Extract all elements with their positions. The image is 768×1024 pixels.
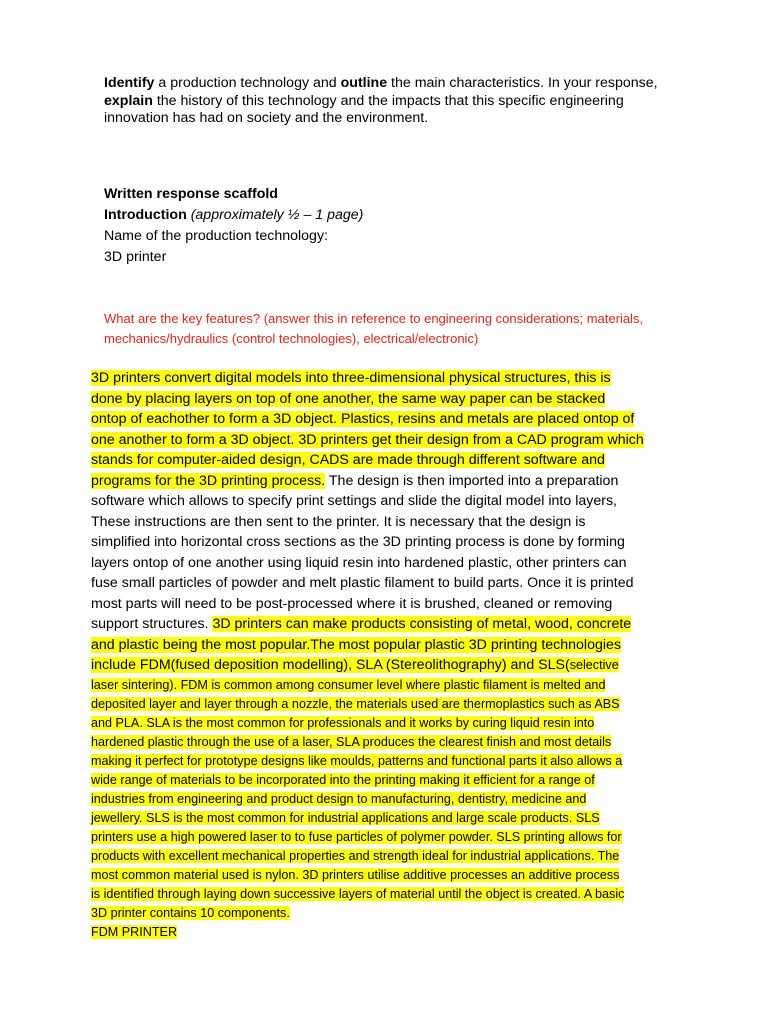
body-line: jewellery. SLS is the most common for industrial applications and large scale products. SLS	[91, 810, 600, 825]
response-body	[91, 368, 691, 942]
body-line: printers use a high powered laser to to fuse particles of polymer powder. SLS printing allows for	[91, 829, 622, 844]
body-line: done by placing layers on top of one another, the same way paper can be stacked	[91, 390, 606, 407]
scaffold-heading: Written response scaffold	[104, 186, 278, 202]
body-line: laser sintering). FDM is common among consumer level where plastic filament is melted and	[91, 677, 606, 692]
key-features-question: What are the key features? (answer this in reference to engineering considerations; materials, mechanics/hydraulics (control technologies), electrical/electronic)	[104, 311, 644, 346]
prompt-keyword-outline: outline	[340, 75, 388, 91]
body-line: selective	[569, 658, 619, 672]
body-line: The design is then imported into a preparation	[325, 472, 619, 489]
body-line: deposited layer and layer through a nozzle, the materials used are thermoplastics such as ABS	[91, 696, 620, 711]
prompt-text: a production technology and	[154, 75, 341, 91]
fdm-printer-heading: FDM PRINTER	[91, 924, 178, 939]
body-line: 3D printers can make products consisting of metal, wood, concrete	[212, 616, 632, 632]
body-line: products with excellent mechanical properties and strength ideal for industrial applications. The	[91, 848, 620, 863]
body-line: fuse small particles of powder and melt plastic filament to build parts. Once it is printed	[91, 575, 634, 591]
body-line: and PLA. SLA is the most common for professionals and it works by curing liquid resin into	[91, 715, 595, 730]
body-line: stands for computer-aided design, CADS are made through different software and	[91, 452, 605, 468]
task-prompt	[104, 75, 664, 128]
body-line: programs for the 3D printing process.	[91, 472, 326, 489]
body-line: one another to form a 3D object. 3D printers get their design from a CAD program which	[91, 431, 644, 448]
body-line: software which allows to specify print settings and slide the digital model into layers,	[91, 493, 617, 509]
body-line: most common material used is nylon. 3D printers utilise additive processes an additive process	[91, 867, 620, 882]
body-line: hardened plastic through the use of a laser, SLA produces the clearest finish and most details	[91, 734, 612, 749]
body-line: wide range of materials to be incorporated into the printing making it efficient for a range of	[91, 772, 595, 787]
body-line: is identified through laying down successive layers of material until the object is created. A basic	[91, 886, 625, 901]
body-line: 3D printers convert digital models into three-dimensional physical structures, this is	[91, 370, 611, 386]
body-line: and plastic being the most popular.The most popular plastic 3D printing technologies	[91, 636, 621, 653]
scaffold-section	[104, 184, 664, 268]
body-line: most parts will need to be post-processed where it is brushed, cleaned or removing	[91, 595, 613, 612]
body-line: include FDM(fused deposition modelling), SLA (Stereolithography) and SLS(	[91, 657, 570, 673]
body-line: ontop of eachother to form a 3D object. Plastics, resins and metals are placed ontop of	[91, 411, 635, 427]
prompt-keyword-identify: Identify	[104, 75, 155, 91]
body-line: simplified into horizontal cross sections as the 3D printing process is done by forming	[91, 534, 625, 550]
technology-name-label: Name of the production technology:	[104, 228, 328, 244]
body-line: industries from engineering and product design to manufacturing, dentistry, medicine and	[91, 791, 587, 806]
body-line: 3D printer contains 10 components.	[91, 905, 290, 920]
technology-name-value: 3D printer	[104, 249, 167, 265]
introduction-label: Introduction	[104, 207, 187, 223]
prompt-text: the main characteristics. In your response,	[387, 75, 658, 91]
prompt-keyword-explain: explain	[104, 92, 153, 109]
body-line: support structures.	[91, 616, 213, 632]
body-line: making it perfect for prototype designs like moulds, patterns and functional parts it also allows a	[91, 753, 623, 768]
body-line: layers ontop of one another using liquid resin into hardened plastic, other printers can	[91, 554, 627, 571]
body-line: These instructions are then sent to the printer. It is necessary that the design is	[91, 513, 586, 530]
prompt-text: the history of this technology and the impacts that this specific engineering innovation has had on society and the environment.	[104, 92, 624, 126]
introduction-note: (approximately ½ – 1 page)	[186, 207, 364, 223]
